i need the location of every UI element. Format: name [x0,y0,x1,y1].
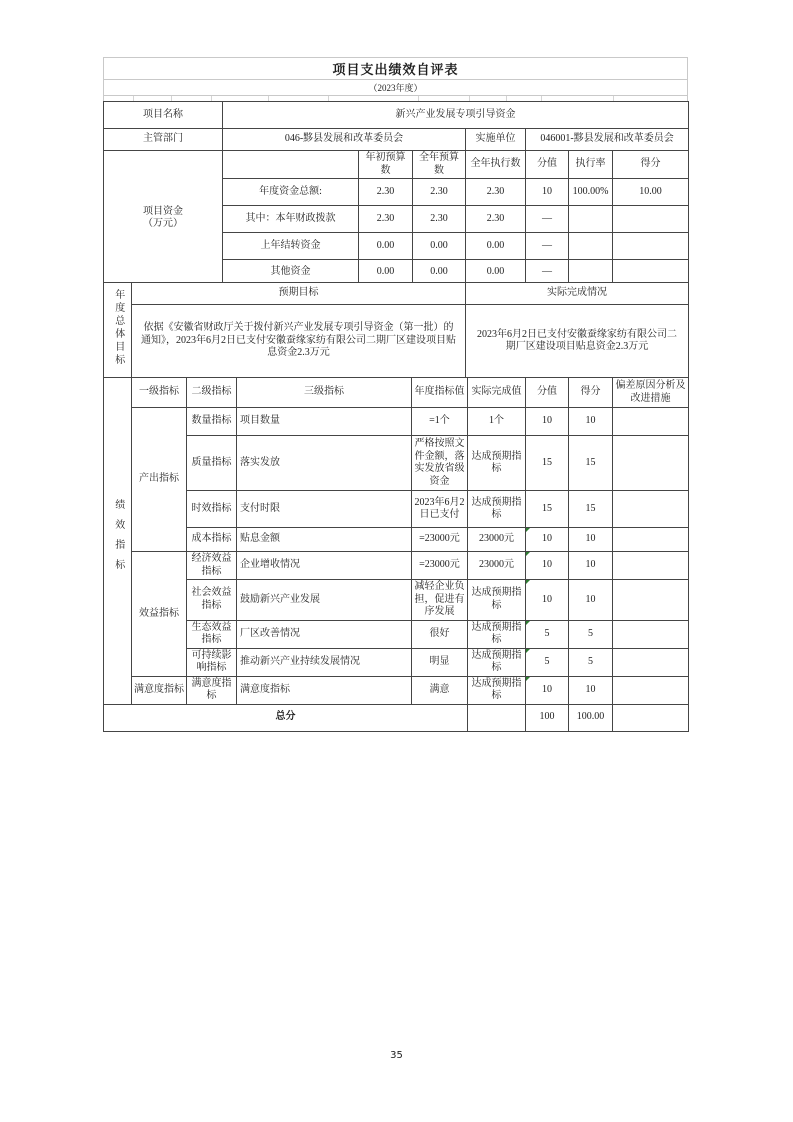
level3-indicator: 贴息金额 [237,528,412,552]
score-cell [526,552,569,580]
indicator-col-header: 分值 [526,378,569,408]
table-row [104,305,689,378]
score-cell [526,491,569,528]
score-cell [526,580,569,621]
indicator-col-header: 得分 [569,378,613,408]
level3-indicator: 鼓励新兴产业发展 [237,580,412,621]
table-row [104,620,689,648]
score-cell [526,436,569,491]
page-number: 35 [390,1050,403,1061]
annual-goal-table [103,282,689,378]
performance-side-label-text: 绩效指标 [112,498,124,579]
department-label: 主管部门 [104,129,223,151]
level3-indicator: 企业增收情况 [237,552,412,580]
target-value: 很好 [412,620,468,648]
funding-cell: 0.00 [466,260,526,286]
level2-indicator: 可持续影响指标 [187,648,237,676]
funding-col-header: 得分 [613,151,689,179]
indicator-col-header: 偏差原因分析及改进措施 [613,378,689,408]
score-value: 10 [542,559,552,571]
funding-cell: 2.30 [466,206,526,233]
score-cell [526,528,569,552]
level2-indicator: 生态效益指标 [187,620,237,648]
error-indicator-icon [526,649,530,653]
unit-label: 实施单位 [466,129,526,151]
level2-indicator: 社会效益指标 [187,580,237,621]
level2-indicator: 数量指标 [187,408,237,436]
funding-cell: 2.30 [466,179,526,206]
performance-side-label [104,378,132,705]
funding-cell: 0.00 [359,260,413,286]
score-value: 10 [542,415,552,427]
score-cell [526,676,569,704]
target-value: 明显 [412,648,468,676]
error-indicator-icon [526,580,530,584]
funding-cell: 0.00 [413,233,466,260]
table-row [104,648,689,676]
level2-indicator: 时效指标 [187,491,237,528]
level1-group-output: 产出指标 [132,408,187,552]
title-block [103,57,688,105]
actual-value: 达成预期指标 [468,676,526,704]
project-name-label: 项目名称 [104,102,223,129]
funding-col-header: 分值 [526,151,569,179]
got-cell: 10 [569,676,613,704]
table-row [104,408,689,436]
deviation-cell [613,620,689,648]
total-deviation-blank [613,704,689,731]
actual-value: 达成预期指标 [468,620,526,648]
actual-value: 达成预期指标 [468,580,526,621]
funding-cell: 0.00 [466,233,526,260]
total-score: 100 [526,704,569,731]
table-row [104,491,689,528]
total-label: 总分 [104,704,468,731]
funding-section-label [104,151,223,286]
level3-indicator: 落实发放 [237,436,412,491]
table-row [104,676,689,704]
score-value: 5 [544,627,550,639]
actual-value: 达成预期指标 [468,436,526,491]
deviation-cell [613,408,689,436]
score-cell [526,408,569,436]
info-funding-table [103,101,689,286]
page-subtitle: （2023年度） [104,80,687,96]
funding-cell [613,206,689,233]
table-row [104,151,689,179]
total-blank [468,704,526,731]
goal-side-label-text: 年度总体目标 [112,288,124,367]
funding-cell: 2.30 [359,206,413,233]
target-value: =23000元 [412,552,468,580]
level2-indicator: 经济效益指标 [187,552,237,580]
deviation-cell [613,552,689,580]
funding-row-label: 年度资金总额: [223,179,359,206]
got-cell: 10 [569,580,613,621]
score-cell [526,620,569,648]
actual-result-text: 2023年6月2日已支付安徽蚕缘家纺有限公司二期厂区建设项目贴息资金2.3万元 [466,305,689,378]
target-value: 减轻企业负担，促进有序发展 [412,580,468,621]
funding-col-header: 年初预算数 [359,151,413,179]
level3-indicator: 厂区改善情况 [237,620,412,648]
actual-value: 1个 [468,408,526,436]
goal-side-label [104,283,132,378]
score-value: 10 [542,593,552,605]
expected-goal-header: 预期目标 [132,283,466,305]
funding-cell [613,233,689,260]
funding-cell: 2.30 [413,179,466,206]
table-row [104,102,689,129]
funding-header-blank [223,151,359,179]
funding-row-label: 其中：本年财政拨款 [223,206,359,233]
funding-col-header: 全年执行数 [466,151,526,179]
table-row [104,528,689,552]
target-value: 满意 [412,676,468,704]
table-row [104,378,689,408]
funding-row-label: 上年结转资金 [223,233,359,260]
funding-col-header: 执行率 [569,151,613,179]
score-value: 15 [542,456,552,468]
actual-value: 达成预期指标 [468,648,526,676]
department-value: 046-黟县发展和改革委员会 [223,129,466,151]
target-value: =1个 [412,408,468,436]
table-row [104,704,689,731]
level1-group-benefit: 效益指标 [132,552,187,677]
actual-value: 23000元 [468,528,526,552]
table-row [104,580,689,621]
target-value: =23000元 [412,528,468,552]
funding-cell: 2.30 [359,179,413,206]
target-value: 2023年6月2日已支付 [412,491,468,528]
funding-cell: — [526,233,569,260]
table-row [104,552,689,580]
funding-label-line2: （万元） [143,218,183,229]
error-indicator-icon [526,552,530,556]
funding-cell: — [526,260,569,286]
score-value: 5 [544,655,550,667]
table-row [104,283,689,305]
page-title: 项目支出绩效自评表 [104,58,687,80]
unit-value: 046001-黟县发展和改革委员会 [526,129,689,151]
level2-indicator: 成本指标 [187,528,237,552]
funding-label-line1: 项目资金 [143,205,183,217]
got-cell: 10 [569,408,613,436]
indicator-col-header: 实际完成值 [468,378,526,408]
expected-goal-text: 依据《安徽省财政厅关于拨付新兴产业发展专项引导资金（第一批）的通知》，2023年6月2日已支付安徽蚕缘家纺有限公司二期厂区建设项目贴息资金2.3万元 [132,305,466,378]
error-indicator-icon [526,677,530,681]
level1-group-satisfaction: 满意度指标 [132,676,187,704]
project-name-value: 新兴产业发展专项引导资金 [223,102,689,129]
funding-cell: 2.30 [413,206,466,233]
total-got: 100.00 [569,704,613,731]
deviation-cell [613,676,689,704]
funding-cell [569,233,613,260]
funding-row-label: 其他资金 [223,260,359,286]
got-cell: 15 [569,436,613,491]
got-cell: 15 [569,491,613,528]
funding-cell: 10.00 [613,179,689,206]
got-cell: 10 [569,552,613,580]
deviation-cell [613,580,689,621]
actual-result-header: 实际完成情况 [466,283,689,305]
score-value: 15 [542,502,552,514]
funding-col-header: 全年预算数 [413,151,466,179]
indicator-table [103,377,689,732]
funding-cell [569,206,613,233]
error-indicator-icon [526,621,530,625]
funding-cell: 100.00% [569,179,613,206]
score-cell [526,648,569,676]
score-value: 10 [542,683,552,695]
got-cell: 10 [569,528,613,552]
indicator-col-header: 一级指标 [132,378,187,408]
table-row [104,129,689,151]
funding-cell: — [526,206,569,233]
level2-indicator: 满意度指标 [187,676,237,704]
level3-indicator: 项目数量 [237,408,412,436]
funding-cell: 0.00 [413,260,466,286]
actual-value: 达成预期指标 [468,491,526,528]
level3-indicator: 满意度指标 [237,676,412,704]
target-value: 严格按照文件金额，落实发放省级资金 [412,436,468,491]
indicator-col-header: 二级指标 [187,378,237,408]
deviation-cell [613,491,689,528]
funding-cell: 0.00 [359,233,413,260]
got-cell: 5 [569,620,613,648]
indicator-col-header: 三级指标 [237,378,412,408]
level2-indicator: 质量指标 [187,436,237,491]
level3-indicator: 支付时限 [237,491,412,528]
funding-cell: 10 [526,179,569,206]
error-indicator-icon [526,528,530,532]
deviation-cell [613,528,689,552]
indicator-col-header: 年度指标值 [412,378,468,408]
got-cell: 5 [569,648,613,676]
actual-value: 23000元 [468,552,526,580]
deviation-cell [613,436,689,491]
deviation-cell [613,648,689,676]
score-value: 10 [542,533,552,545]
level3-indicator: 推动新兴产业持续发展情况 [237,648,412,676]
table-row [104,436,689,491]
